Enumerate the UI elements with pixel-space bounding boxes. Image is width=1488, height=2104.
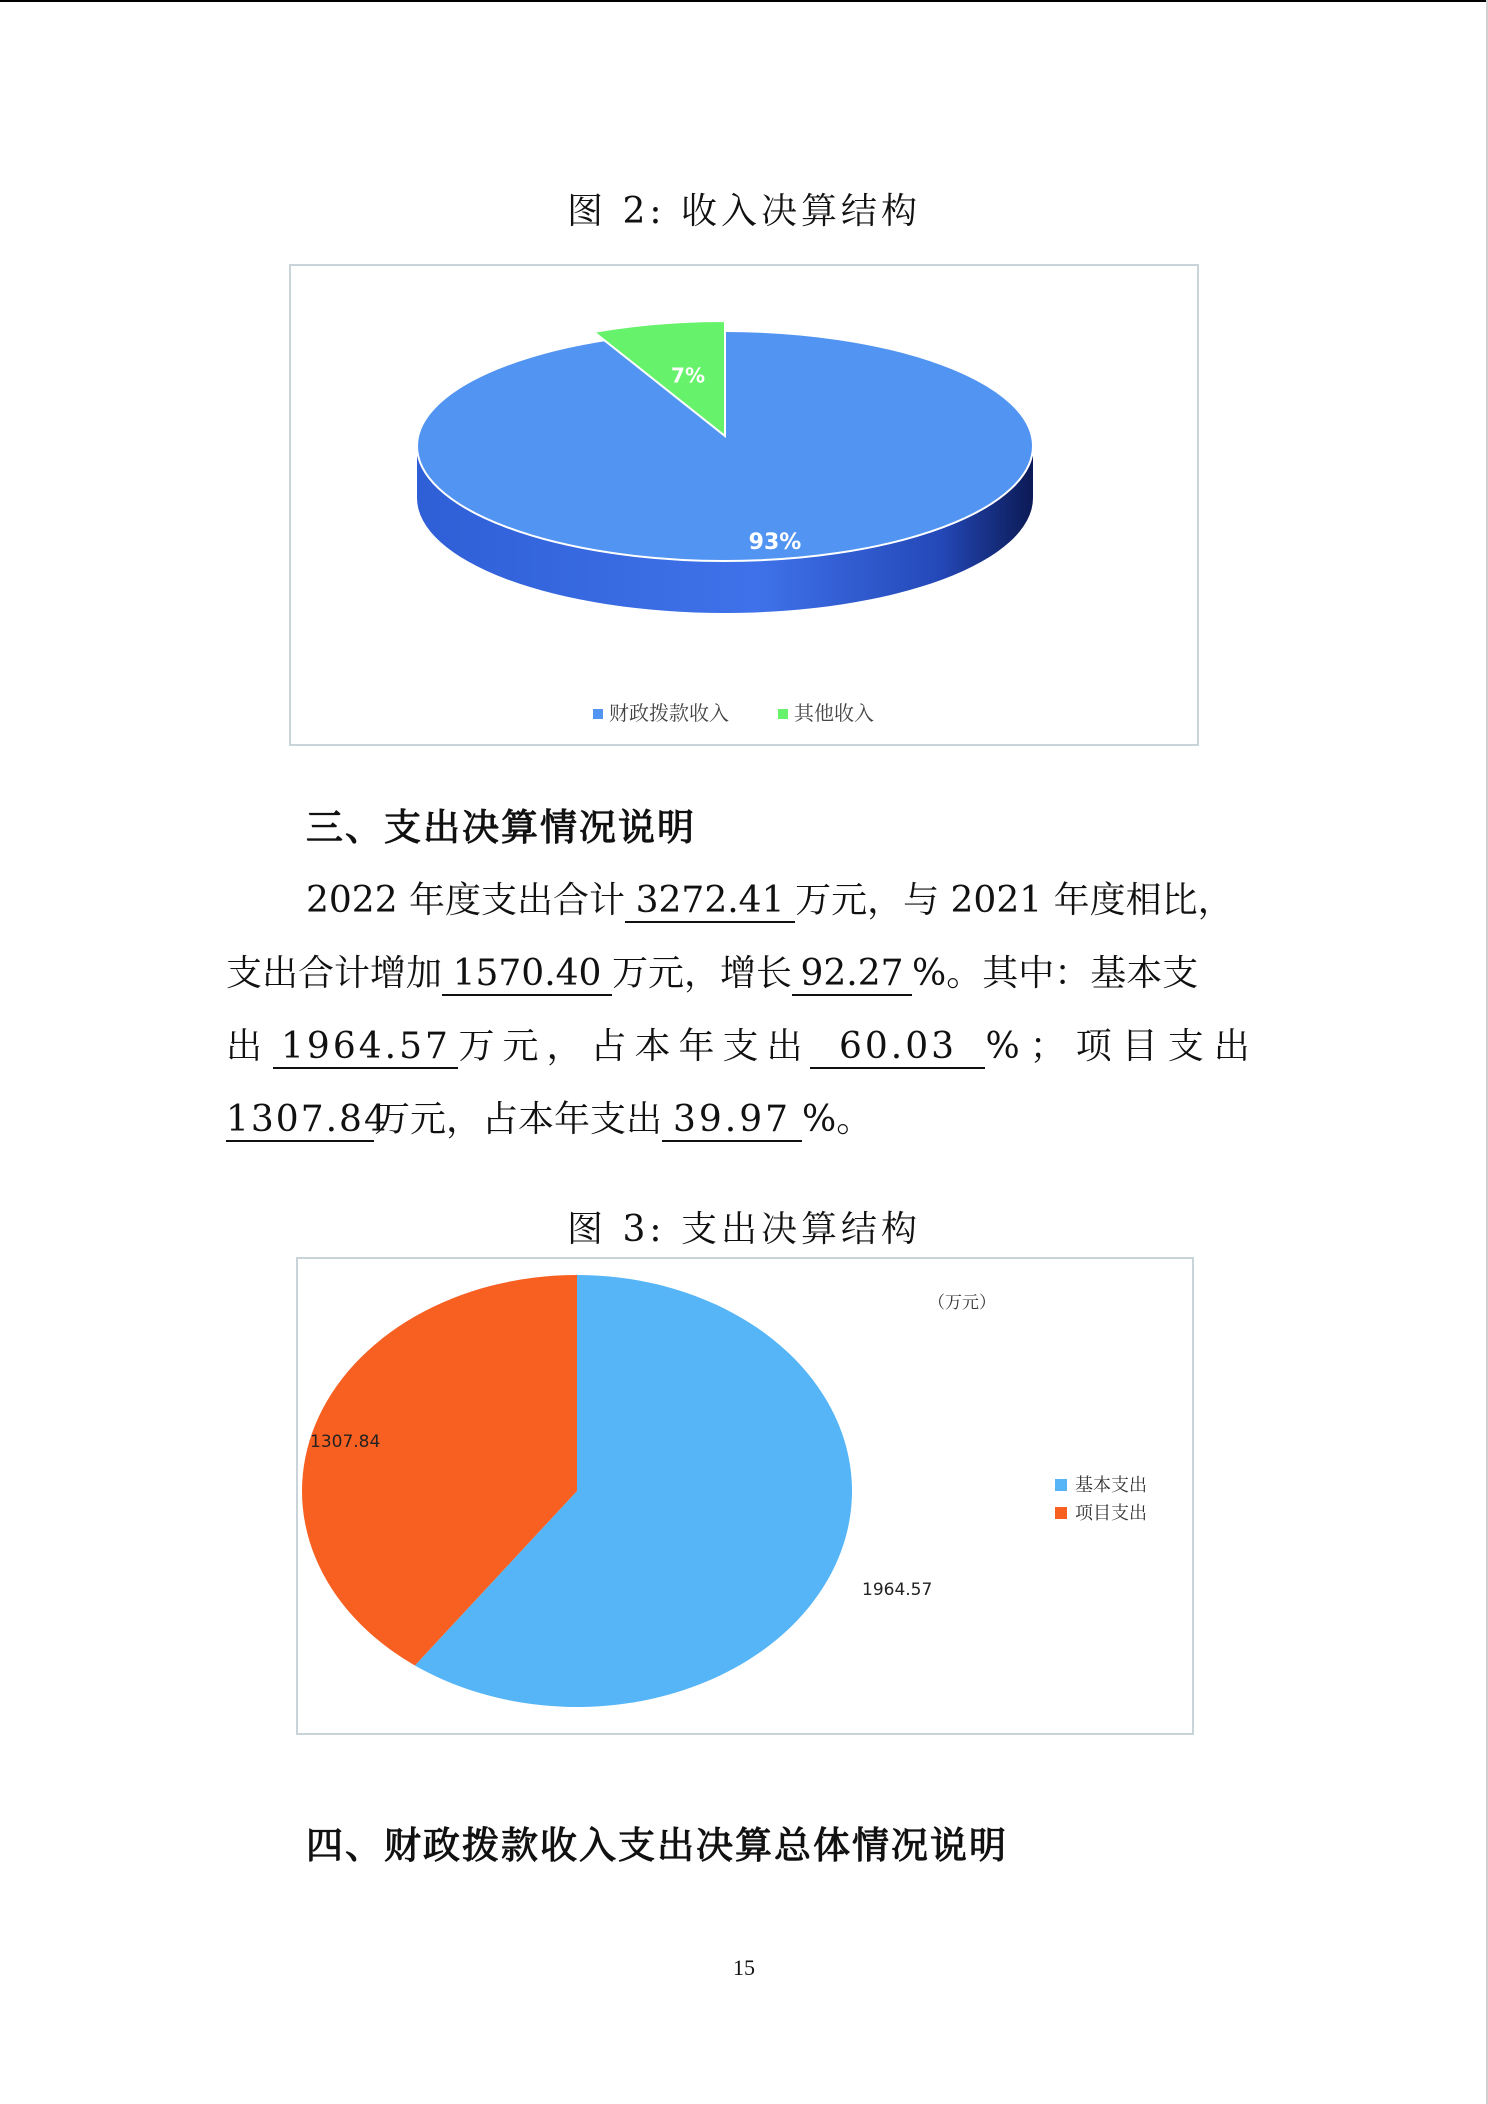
income-pie-3d <box>291 266 1197 744</box>
legend-label-fiscal: 财政拨款收入 <box>609 701 729 725</box>
legend-swatch-basic <box>1055 1479 1067 1491</box>
growth-rate-value: 92.27 <box>792 954 912 996</box>
legend-swatch-project <box>1055 1507 1067 1519</box>
basic-slice-value-label: 1964.57 <box>862 1580 933 1600</box>
unit-label: （万元） <box>928 1293 996 1313</box>
expenditure-pie <box>298 1259 1192 1733</box>
increase-value: 1570.40 <box>442 954 612 996</box>
legend-label-basic: 基本支出 <box>1075 1475 1147 1496</box>
text-segment: 2022 年度支出合计 <box>306 880 626 921</box>
paragraph-line-2 <box>226 945 1198 996</box>
text-segment: 万元，与 2021 年度相比， <box>795 880 1234 921</box>
figure-3-chart <box>296 1257 1194 1735</box>
page-number: 15 <box>733 1955 755 1980</box>
text-segment: 万元，占本年支出 <box>374 1099 663 1140</box>
text-segment: 万元，增长 <box>612 953 793 994</box>
basic-expenditure-percent: 60.03 <box>810 1027 985 1069</box>
legend-label-project: 项目支出 <box>1075 1503 1147 1524</box>
figure-2-caption: 图 2: 收入决算结构 <box>567 191 921 232</box>
section-4-heading: 四、财政拨款收入支出决算总体情况说明 <box>306 1824 1008 1867</box>
income-slice-label-fiscal: 93% <box>748 530 802 555</box>
section-3-heading: 三、支出决算情况说明 <box>306 806 696 849</box>
paragraph-line-4 <box>226 1091 872 1142</box>
text-segment: 万元，占本年支出 <box>458 1026 811 1067</box>
text-segment: %；项目支出 <box>985 1026 1260 1067</box>
text-segment: 出 <box>226 1026 263 1067</box>
project-expenditure-value: 1307.84 <box>226 1099 389 1140</box>
project-expenditure-percent: 39.97 <box>662 1100 802 1142</box>
paragraph-line-1 <box>306 872 1234 923</box>
text-segment: %。其中：基本支 <box>912 953 1199 994</box>
project-slice-value-label: 1307.84 <box>310 1432 381 1452</box>
text-segment: 支出合计增加 <box>226 953 443 994</box>
page-top-border <box>0 0 1488 2</box>
total-expenditure-value: 3272.41 <box>625 881 795 923</box>
legend-label-other: 其他收入 <box>794 701 874 725</box>
text-segment: %。 <box>802 1099 873 1140</box>
figure-2-chart <box>289 264 1199 746</box>
paragraph-line-3 <box>226 1018 1260 1069</box>
legend-swatch-fiscal <box>593 709 603 719</box>
figure-3-caption: 图 3: 支出决算结构 <box>567 1209 921 1250</box>
income-slice-label-other: 7% <box>671 363 706 388</box>
basic-expenditure-value: 1964.57 <box>273 1027 458 1069</box>
legend-swatch-other <box>778 709 788 719</box>
